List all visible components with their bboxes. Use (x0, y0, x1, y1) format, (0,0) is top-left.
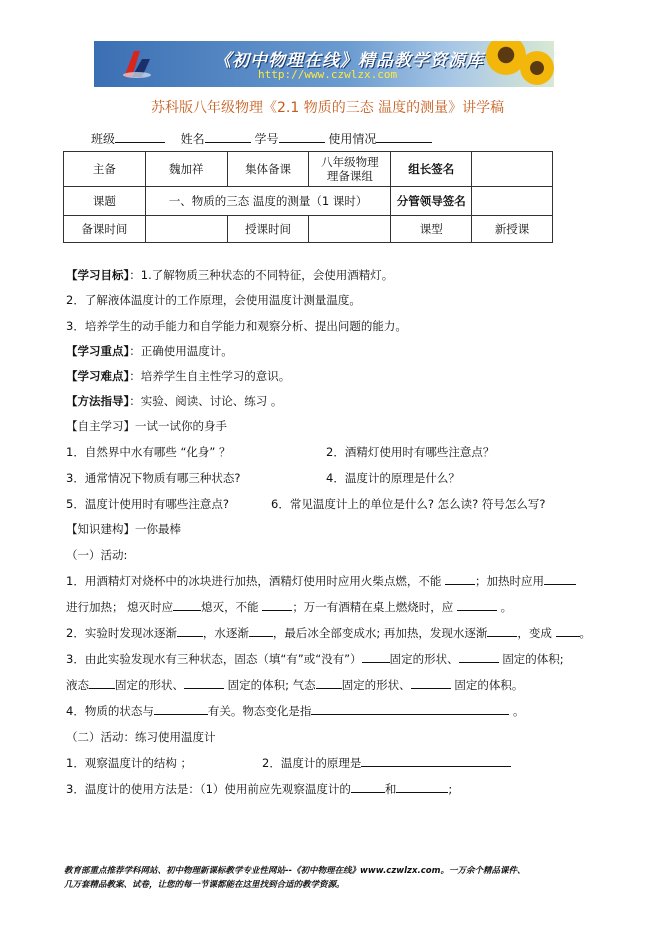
text: 。 (512, 704, 525, 718)
banner-title: 《初中物理在线》精品教学资源库 (214, 51, 484, 71)
text: 2．实验时发现冰逐渐 (66, 626, 177, 640)
answer-blank[interactable] (457, 599, 497, 611)
name-blank[interactable] (205, 131, 251, 143)
usage-label: 使用情况 (328, 132, 377, 146)
answer-blank[interactable] (173, 599, 201, 611)
answer-blank[interactable] (154, 703, 208, 715)
text: 固定的体积; (502, 652, 564, 666)
text: 固定的体积; 气态 (227, 678, 316, 692)
student-info-row (91, 130, 432, 147)
answer-blank[interactable] (556, 625, 580, 637)
table-cell: 集体备课 (227, 152, 309, 187)
learning-goal-3: 3．培养学生的动手能力和自学能力和观察分析、提出问题的能力。 (66, 319, 407, 333)
answer-blank[interactable] (361, 755, 511, 767)
text: 进行加热； 熄灭时应 (66, 600, 174, 614)
class-blank[interactable] (115, 131, 165, 143)
footer-line-2: 几万套精品教案、试卷，让您的每一节课都能在这里找到合适的教学资源。 (64, 880, 345, 890)
page-footer (64, 864, 525, 892)
text: ：正确使用温度计。 (129, 344, 233, 358)
text: 液态 (66, 678, 89, 692)
section-tag: 【学习难点】 (66, 369, 130, 383)
table-row (64, 216, 553, 243)
answer-blank[interactable] (487, 625, 517, 637)
table-cell: 课题 (64, 187, 146, 216)
question-4: 4．温度计的原理是什么？ (326, 471, 460, 485)
answer-blank[interactable] (177, 625, 203, 637)
answer-blank[interactable] (351, 781, 385, 793)
table-row (64, 187, 553, 216)
table-cell[interactable] (309, 216, 391, 243)
answer-blank[interactable] (362, 651, 390, 663)
text: ：1.了解物质三种状态的不同特征，会使用酒精灯。 (129, 268, 394, 282)
footer-line-1: 教育部重点推荐学科网站、初中物理新课标教学专业性网站--《初中物理在线》www.czwlzx.com。一万余个精品课件、 (64, 866, 526, 876)
text: ：实验、阅读、讨论、练习 。 (129, 394, 283, 408)
table-cell: 一、物质的三态 温度的测量（1 课时） (145, 187, 390, 216)
text: 3．由此实验发现水有三种状态，固态（填“有”或“没有”） (66, 652, 362, 666)
text: ；万一有酒精在桌上燃烧时，应 (292, 600, 454, 614)
banner-url[interactable]: http://www.czwlzx.com (258, 68, 398, 81)
answer-blank[interactable] (184, 677, 224, 689)
self-study-heading: 【自主学习】一试一试你的身手 (66, 419, 227, 433)
section-tag: 【学习重点】 (66, 344, 130, 358)
activity-1-line-4 (66, 651, 564, 667)
answer-blank[interactable] (544, 573, 576, 585)
table-cell: 魏加祥 (145, 152, 227, 187)
text: ，水逐渐 (202, 626, 249, 640)
table-cell: 八年级物理 理备课组 (309, 152, 391, 187)
site-logo-icon (120, 47, 154, 81)
text: 和 (384, 782, 397, 796)
text: ，变成 (517, 626, 552, 640)
answer-blank[interactable] (411, 677, 451, 689)
answer-blank[interactable] (262, 599, 292, 611)
text: ：培养学生自主性学习的意识。 (129, 369, 291, 383)
table-cell[interactable] (145, 216, 227, 243)
activity-1-line-1 (66, 573, 576, 589)
question-5: 5．温度计使用时有哪些注意点? (66, 497, 229, 511)
activity-2-heading: （二）活动：练习使用温度计 (66, 730, 216, 744)
answer-blank[interactable] (445, 573, 475, 585)
question-1: 1．自然界中水有哪些 “化身” ？ (66, 445, 231, 459)
lesson-prep-table (63, 151, 553, 243)
text: 有关。物态变化是指 (207, 704, 312, 718)
answer-blank[interactable] (396, 781, 448, 793)
section-tag: 【学习目标】 (66, 268, 130, 282)
activity-1-line-3 (66, 625, 591, 641)
answer-blank[interactable] (311, 703, 509, 715)
text: 固定的体积。 (454, 678, 524, 692)
student-no-label: 学号 (254, 132, 279, 146)
text: ；加热时应用 (474, 574, 544, 588)
table-cell: 主备 (64, 152, 146, 187)
activity-2-line-3 (66, 781, 452, 797)
answer-blank[interactable] (89, 677, 115, 689)
text: 4．物质的状态与 (66, 704, 154, 718)
activity-1-line-2 (66, 599, 512, 615)
text: ; (448, 782, 453, 796)
key-point (66, 343, 233, 359)
text: 。 (579, 626, 592, 640)
text: 2．温度计的原理是 (262, 756, 362, 770)
header-banner (94, 41, 554, 87)
activity-1-heading: （一）活动: (66, 548, 128, 562)
usage-blank[interactable] (376, 131, 432, 143)
class-label: 班级 (91, 132, 116, 146)
table-cell[interactable] (472, 187, 553, 216)
question-6: 6．常见温度计上的单位是什么? 怎么读? 符号怎么写? (271, 497, 546, 511)
sunflower-icon (520, 51, 554, 85)
difficult-point (66, 368, 290, 384)
table-cell[interactable] (472, 152, 553, 187)
activity-1-line-5 (66, 677, 523, 693)
answer-blank[interactable] (249, 625, 273, 637)
table-cell: 新授课 (472, 216, 553, 243)
text: 1．用酒精灯对烧杯中的冰块进行加热，酒精灯使用时应用火柴点燃，不能 (66, 574, 442, 588)
learning-goal-2: 2．了解液体温度计的工作原理，会使用温度计测量温度。 (66, 293, 361, 307)
student-no-blank[interactable] (279, 131, 325, 143)
activity-2-line-1: 1．观察温度计的结构 ； (66, 756, 192, 770)
text: 固定的形状、 (115, 678, 184, 692)
table-cell: 备课时间 (64, 216, 146, 243)
section-tag: 【方法指导】 (66, 394, 130, 408)
knowledge-build-heading: 【知识建构】一你最棒 (66, 522, 181, 536)
text: 3．温度计的使用方法是：（1）使用前应先观察温度计的 (66, 782, 351, 796)
answer-blank[interactable] (316, 677, 342, 689)
text: 固定的形状、 (389, 652, 459, 666)
method-guide (66, 393, 282, 409)
learning-goal (66, 267, 393, 283)
answer-blank[interactable] (459, 651, 499, 663)
table-cell: 分管领导签名 (391, 187, 472, 216)
text: 。 (500, 600, 513, 614)
activity-2-line-2 (262, 755, 511, 771)
table-cell: 授课时间 (227, 216, 309, 243)
name-label: 姓名 (180, 132, 205, 146)
table-cell: 组长签名 (391, 152, 472, 187)
question-2: 2．酒精灯使用时有哪些注意点？ (326, 445, 495, 459)
table-row (64, 152, 553, 187)
text: 熄灭，不能 (201, 600, 259, 614)
page-title: 苏科版八年级物理《2.1 物质的三态 温度的测量》讲学稿 (151, 100, 505, 116)
text: 固定的形状、 (341, 678, 411, 692)
table-cell: 课型 (391, 216, 472, 243)
activity-1-line-6 (66, 703, 524, 719)
question-3: 3．通常情况下物质有哪三种状态? (66, 471, 241, 485)
text: ，最后冰全部变成水; 再加热，发现水逐渐 (272, 626, 488, 640)
